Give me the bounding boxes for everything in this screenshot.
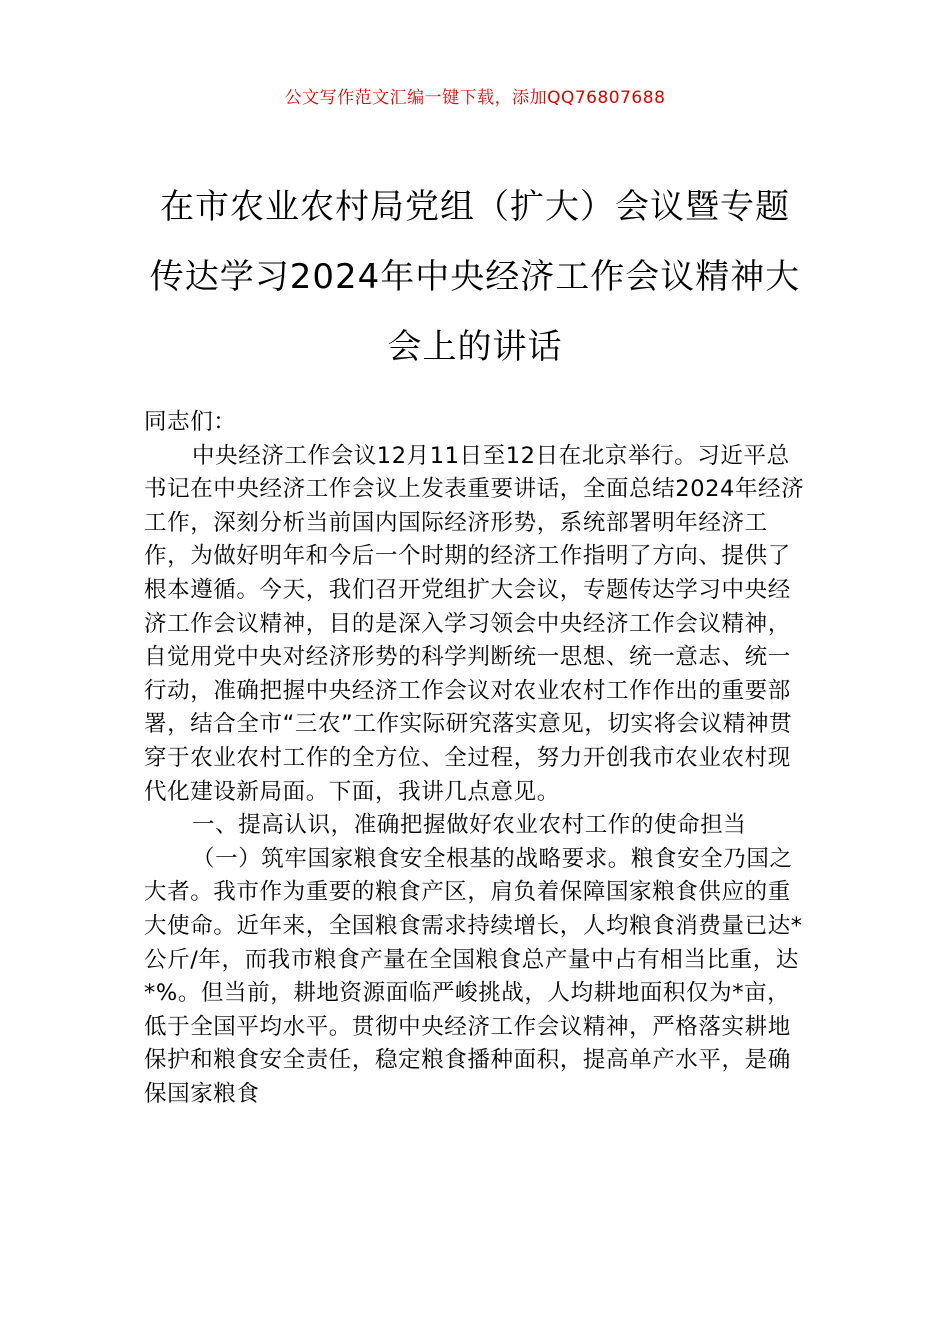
title-line-1: 在市农业农村局党组（扩大）会议暨专题 (160, 187, 790, 227)
document-body (144, 406, 808, 1111)
title-line-2: 传达学习2024年中央经济工作会议精神大 (149, 257, 801, 297)
title-line-3: 会上的讲话 (387, 327, 563, 367)
paragraph-food-security: （一）筑牢国家粮食安全根基的战略要求。粮食安全乃国之大者。我市作为重要的粮食产区，肩负着保障国家粮食供应的重大使命。近年来，全国粮食需求持续增长，人均粮食消费量已达*公斤/年，而我市粮食产量在全国粮食总产量中占有相当比重，达*%。但当前，耕地资源面临严峻挑战，人均耕地面积仅为*亩，低于全国平均水平。贯彻中央经济工作会议精神，严格落实耕地保护和粮食安全责任，稳定粮食播种面积，提高单产水平，是确保国家粮食 (144, 845, 803, 1107)
document-title (140, 172, 810, 382)
paragraph-intro: 中央经济工作会议12月11日至12日在北京举行。习近平总书记在中央经济工作会议上发表重要讲话，全面总结2024年经济工作，深刻分析当前国内国际经济形势，系统部署明年经济工作，为做好明年和今后一个时期的经济工作指明了方向、提供了根本遵循。今天，我们召开党组扩大会议，专题传达学习中央经济工作会议精神，目的是深入学习领会中央经济工作会议精神，自觉用党中央对经济形势的科学判断统一思想、统一意志、统一行动，准确把握中央经济工作会议对农业农村工作作出的重要部署，结合全市“三农”工作实际研究落实意见，切实将会议精神贯穿于农业农村工作的全方位、全过程，努力开创我市农业农村现代化建设新局面。下面，我讲几点意见。 (144, 442, 805, 805)
salutation: 同志们： (144, 409, 237, 435)
section-heading-1: 一、提高认识，准确把握做好农业农村工作的使命担当 (192, 812, 747, 839)
download-notice: 公文写作范文汇编一键下载，添加QQ76807688 (284, 88, 666, 108)
